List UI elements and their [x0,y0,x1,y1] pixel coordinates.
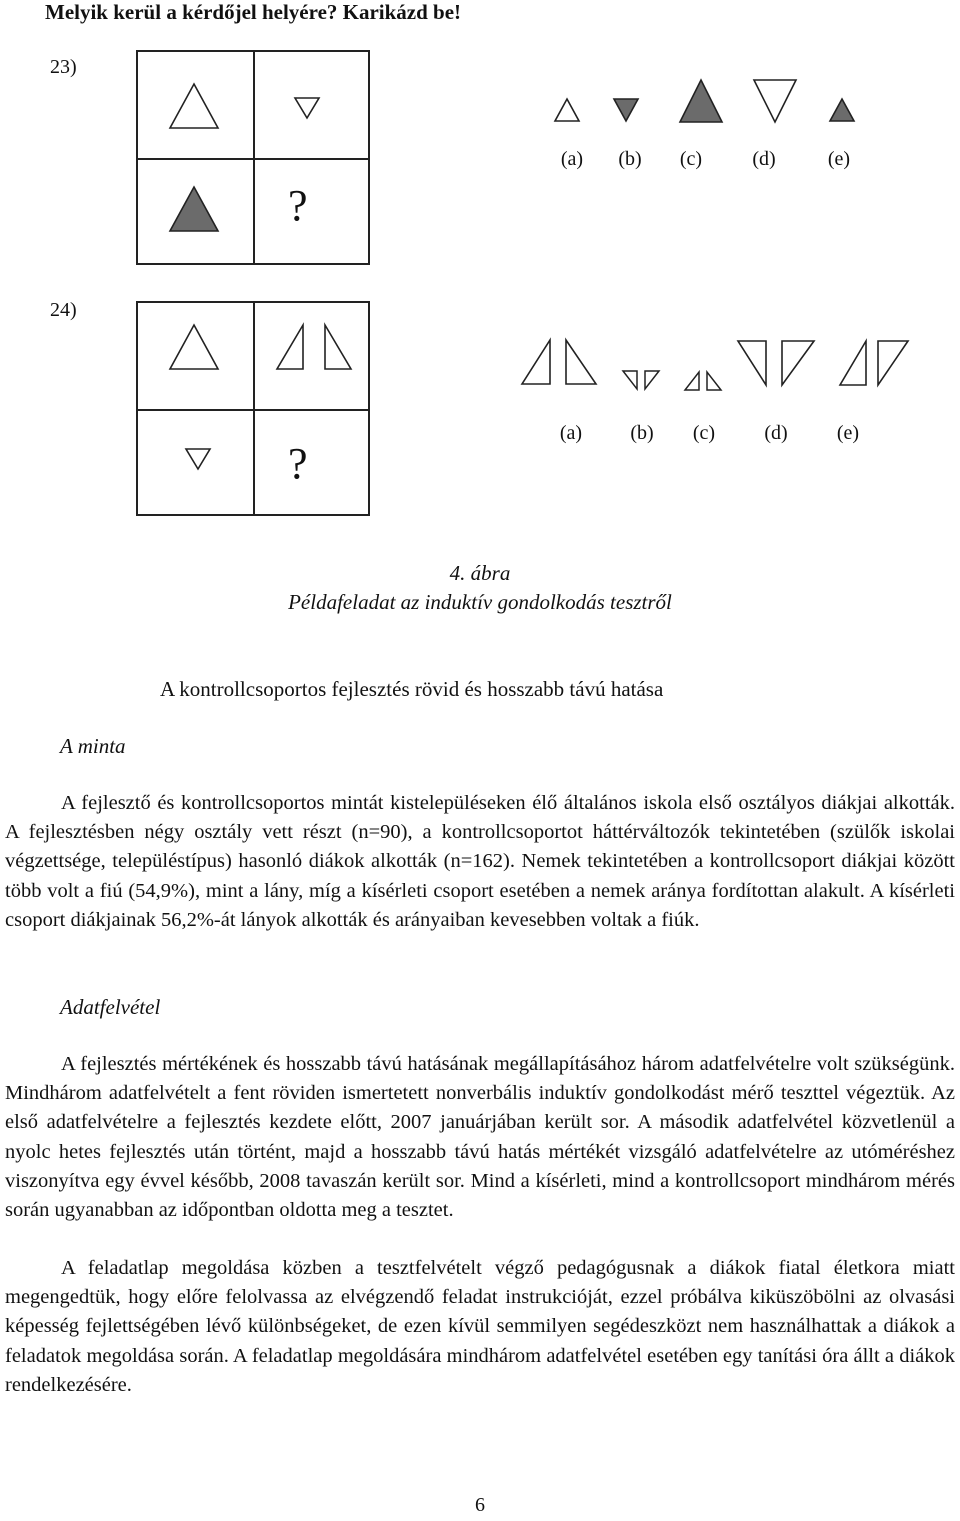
item-23-option-b-label[interactable]: (b) [618,148,642,170]
task-instruction: Melyik kerül a kérdőjel helyére? Karikázd be! [45,0,462,24]
item-23-option-e-shape[interactable] [828,97,856,123]
item-24-option-c-label[interactable]: (c) [692,422,716,444]
data-collection-paragraph-2: A feladatlap megoldása közben a tesztfelvételt végző pedagógusnak a diákok fiatal életkora miatt megengedtük, hogy előre felolvassa az elvégzendő feladat instrukcióját, ezzel próbálva kiküszöbölni az olvasási képesség fejlettségében lévő különbségeket, de ezen kívül semmilyen segédeszközt nem használhattak a diákok a feladatok megoldása során. A feladatlap megoldására mindhárom adatfelvétel esetében egy tanítási óra állt a diákok rendelkezésére. [5,1257,955,1396]
item-24-question-mark: ? [288,439,308,488]
data-collection-paragraph-1: A fejlesztés mértékének és hosszabb távú hatásának megállapításához három adatfelvételre volt szükségünk. Mindhárom adatfelvételt a fent röviden ismertetett nonverbális induktív gondolkodást mérő teszttel végeztük. Az első adatfelvételre a fejlesztés kezdete előtt, 2007 januárjában került sor. A második adatfelvétel közvetlenül a nyolc hetes fejlesztés után történt, majd a hosszabb távú hatás mértékét vizsgáló adatfelvételre az utóméréshez viszonyítva egy évvel később, 2008 tavaszán került sor. Mind a kísérleti, mind a kontrollcsoport mindhárom mérés során ugyanabban az időpontban oldotta meg a tesztet. [5,1053,955,1222]
item-23-question-mark: ? [288,181,308,230]
figure-number: 4. ábra [449,561,511,585]
item-23-large-filled-triangle [168,185,220,233]
item-23-option-d-shape[interactable] [752,78,798,124]
item-23-option-a-shape[interactable] [553,97,581,123]
figure-caption: Példafeladat az induktív gondolkodás tesztről [288,590,672,614]
data-collection-heading: Adatfelvétel [60,995,161,1019]
item-23-number: 23) [50,56,77,78]
item-23-option-d-label[interactable]: (d) [752,148,776,170]
item-24-option-d-label[interactable]: (d) [764,422,788,444]
item-24-option-b-label[interactable]: (b) [630,422,654,444]
sample-paragraph: A fejlesztő és kontrollcsoportos mintát kistelepüléseken élő általános iskola első osztályos diákjai alkották. A fejlesztésben négy osztály vett részt (n=90), a kontrollcsoportot háttérváltozók tekintetében (szülők iskolai végzettsége, településtípus) hasonló diákok alkották (n=162). Nemek tekintetében a kontrollcsoport diákjai között több volt a fiú (54,9%), mint a lány, míg a kísérleti csoport esetében a nemek aránya fordítottan alakult. A kísérleti csoport diákjainak 56,2%-át lányok alkották és arányaiban kevesebben voltak a fiúk. [5,792,955,931]
item-23-option-e-label[interactable]: (e) [827,148,851,170]
item-24-number: 24) [50,299,77,321]
item-24-option-b-shape[interactable] [621,369,663,393]
section-title: A kontrollcsoportos fejlesztés rövid és hosszabb távú hatása [160,677,664,701]
item-23-large-outline-triangle [168,82,220,130]
item-23-small-inverted-triangle [293,96,321,120]
item-24-option-e-shape[interactable] [838,339,920,387]
item-23-option-c-label[interactable]: (c) [679,148,703,170]
item-23-option-a-label[interactable]: (a) [560,148,584,170]
item-24-split-triangle-halves [275,323,357,371]
item-24-option-e-label[interactable]: (e) [836,422,860,444]
item-24-small-inverted-triangle [184,447,212,471]
item-23-option-c-shape[interactable] [678,78,724,124]
sample-heading: A minta [60,734,126,758]
item-24-option-a-label[interactable]: (a) [559,422,583,444]
item-23-option-b-shape[interactable] [612,97,640,123]
item-24-option-a-shape[interactable] [520,338,600,386]
item-24-large-outline-triangle [168,323,220,371]
page-number: 6 [475,1494,485,1516]
item-24-option-c-shape[interactable] [683,370,725,394]
item-24-option-d-shape[interactable] [736,339,818,387]
